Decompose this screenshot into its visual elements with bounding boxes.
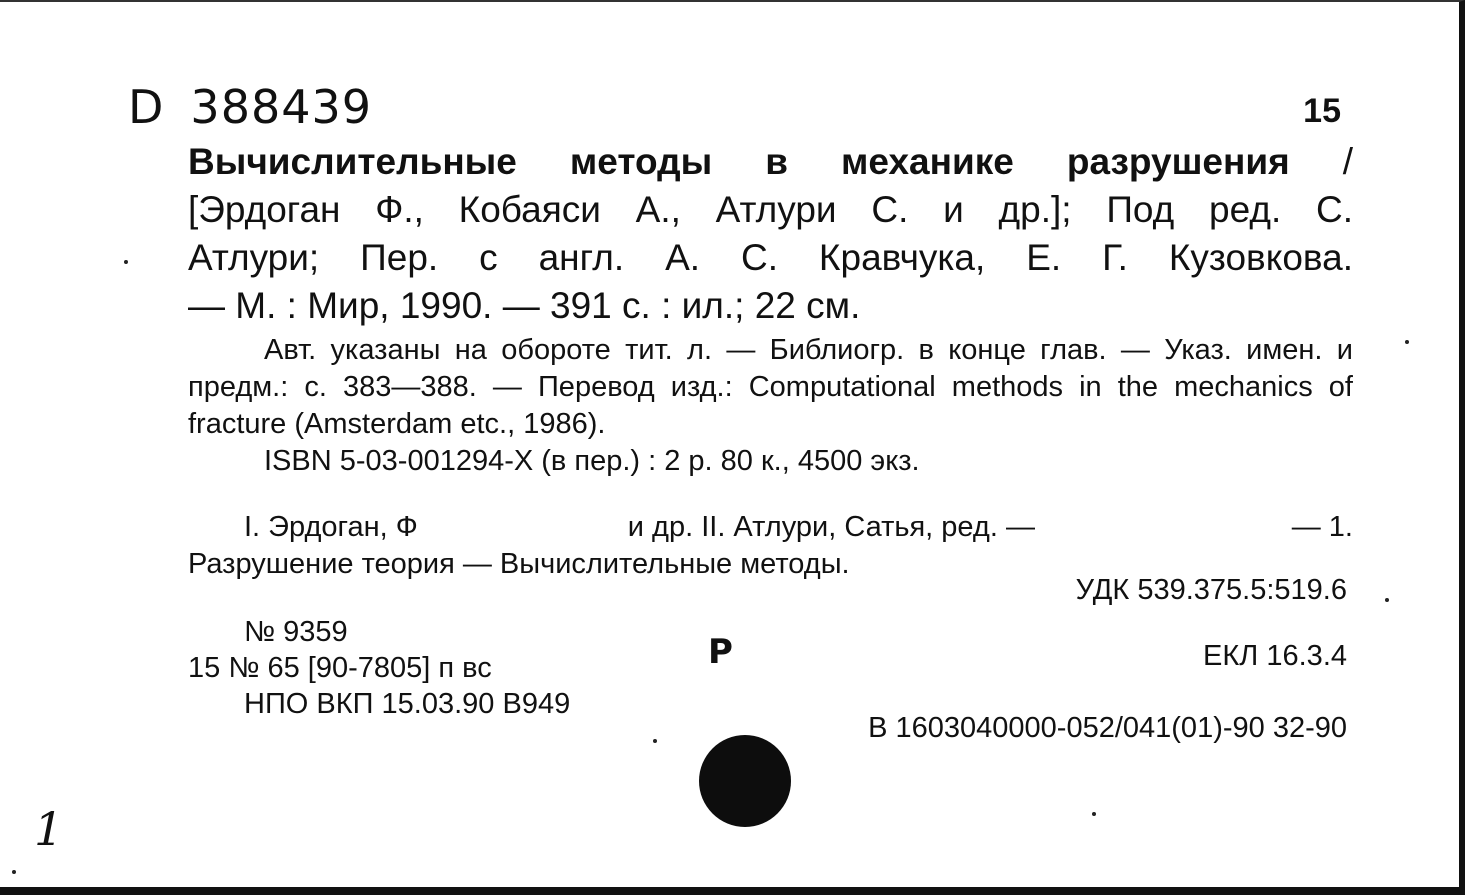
tracing-subjects: Разрушение теория — Вычислительные методы.: [188, 548, 850, 580]
punch-hole: [699, 735, 791, 827]
tracings-block: [188, 509, 1353, 583]
record-batch: 15 № 65 [90-7805] п вс: [188, 652, 492, 684]
editors-line: Атлури; Пер. с англ. А. С. Кравчука, Е. Г. Кузовкова.: [188, 237, 1353, 278]
record-number: № 9359: [244, 616, 348, 648]
pen-mark: 1: [34, 802, 64, 856]
isbn-line: ISBN 5-03-001294-X (в пер.) : 2 р. 80 к., 4500 экз.: [264, 445, 920, 477]
speck: [12, 870, 16, 874]
bbk-code: В 1603040000-052/041(01)-90 32-90: [868, 712, 1347, 744]
authors-line: [Эрдоган Ф., Кобаяси А., Атлури С. и др.]; Под ред. С.: [188, 189, 1353, 230]
speck: [1385, 598, 1389, 602]
record-block: [188, 614, 570, 722]
speck: [653, 739, 657, 743]
bibliographic-entry: [188, 138, 1353, 330]
speck: [124, 260, 128, 264]
ruble-mark: Р: [708, 632, 733, 672]
notes-block: [188, 332, 1353, 480]
tracings-row: [188, 509, 1353, 546]
title-separator: /: [1289, 141, 1353, 182]
card-number: 15: [1303, 92, 1341, 130]
book-title: Вычислительные методы в механике разрушения: [188, 141, 1290, 182]
tracing-subject-number: — 1.: [1291, 511, 1353, 543]
speck: [1092, 812, 1096, 816]
record-registry: НПО ВКП 15.03.90 В949: [244, 688, 571, 720]
imprint-line: — М. : Мир, 1990. — 391 с. : ил.; 22 см.: [188, 285, 861, 326]
ekl-code: ЕКЛ 16.3.4: [1203, 640, 1347, 672]
call-number: [128, 80, 372, 134]
tracing-editor: и др. II. Атлури, Сатья, ред. —: [627, 511, 1035, 543]
call-number-digits: 388439: [190, 80, 373, 134]
notes-paragraph: Авт. указаны на обороте тит. л. — Библиогр. в конце глав. — Указ. имен. и предм.: с. 383—388. — Перевод изд.: Computational methods in the mechanics of fracture (Amsterdam etc., 1986).: [188, 334, 1353, 440]
tracing-author: I. Эрдоган, Ф: [244, 511, 418, 543]
speck: [1405, 340, 1409, 344]
title-line: [188, 138, 1353, 186]
call-number-letter: D: [128, 80, 165, 134]
udk-code: УДК 539.375.5:519.6: [1075, 574, 1347, 606]
